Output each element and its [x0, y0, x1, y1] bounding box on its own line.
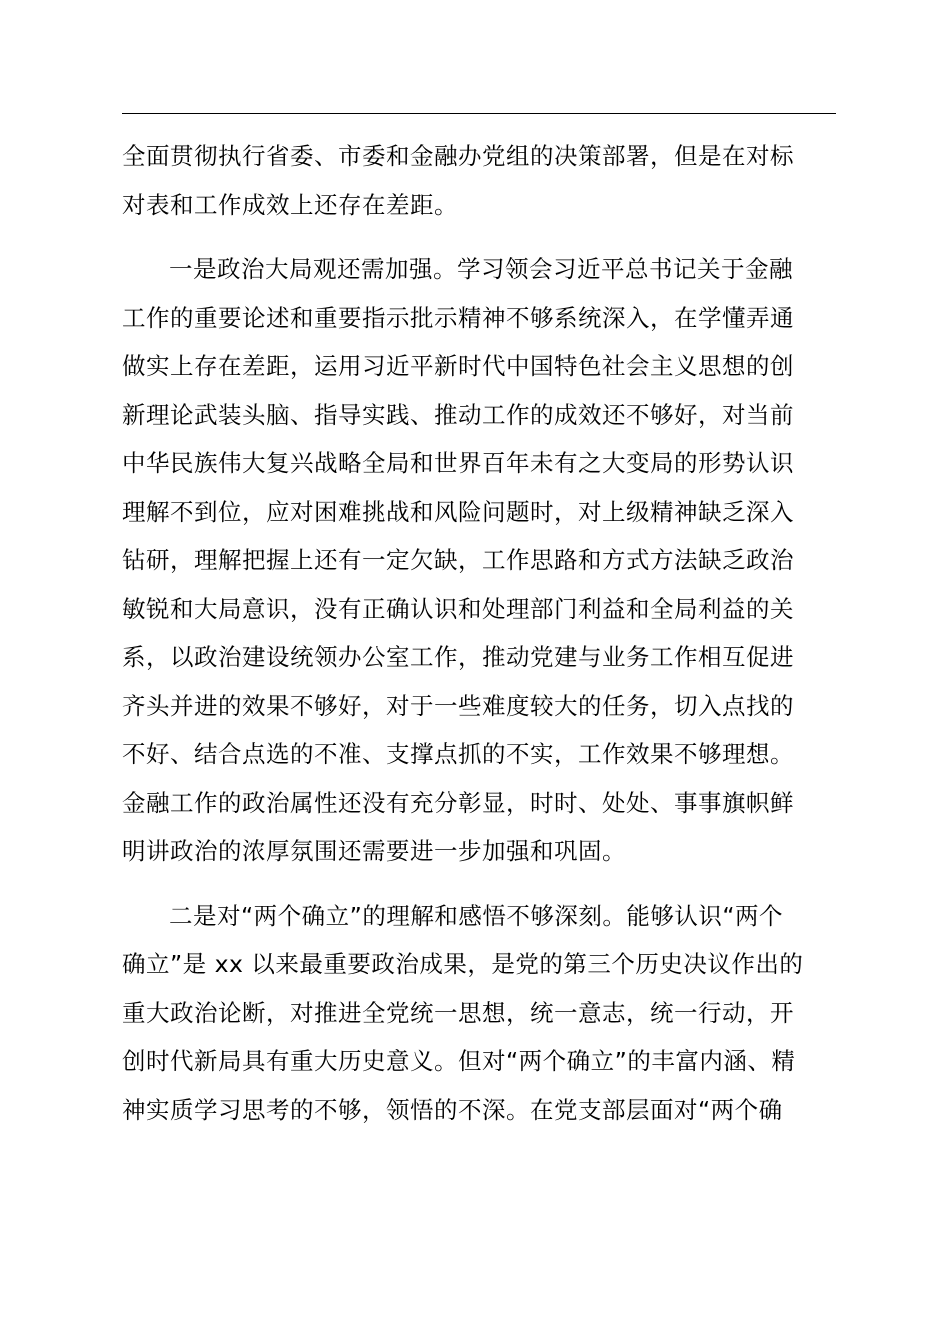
text-line: 新理论武装头脑、指导实践、推动工作的成效还不够好，对当前: [122, 400, 794, 429]
text-line: 对表和工作成效上还存在差距。: [122, 190, 458, 219]
text-line: 神实质学习思考的不够，领悟的不深。在党支部层面对“两个确: [122, 1095, 783, 1124]
text-line: 不好、结合点选的不准、支撑点抓的不实，工作效果不够理想。: [122, 740, 794, 768]
header-rule: [122, 113, 836, 114]
paragraph-1: [122, 132, 836, 229]
text-line: 创时代新局具有重大历史意义。但对“两个确立”的丰富内涵、精: [122, 1047, 796, 1075]
text-line: 一是政治大局观还需加强。学习领会习近平总书记关于金融: [169, 255, 793, 283]
text-line: 敏锐和大局意识，没有正确认识和处理部门利益和全局利益的关: [122, 594, 794, 623]
text-line: 中华民族伟大复兴战略全局和世界百年未有之大变局的形势认识: [122, 449, 794, 477]
text-line: 全面贯彻执行省委、市委和金融办党组的决策部署，但是在对标: [122, 142, 794, 170]
text-line: 金融工作的政治属性还没有充分彰显，时时、处处、事事旗帜鲜: [122, 788, 794, 817]
text-line: 齐头并进的效果不够好，对于一些难度较大的任务，切入点找的: [122, 691, 794, 720]
text-line: 二是对“两个确立”的理解和感悟不够深刻。能够认识“两个: [169, 901, 784, 930]
text-line: 确立”是 xx 以来最重要政治成果，是党的第三个历史决议作出的: [122, 950, 804, 978]
text-line: 工作的重要论述和重要指示批示精神不够系统深入，在学懂弄通: [122, 303, 794, 332]
text-line: 钻研，理解把握上还有一定欠缺，工作思路和方式方法缺乏政治: [122, 546, 794, 574]
text-line: 理解不到位，应对困难挑战和风险问题时，对上级精神缺乏深入: [122, 497, 794, 526]
paragraph-2: [122, 245, 836, 876]
paragraph-3: [122, 892, 836, 1135]
text-line: 明讲政治的浓厚氛围还需要进一步加强和巩固。: [122, 837, 626, 865]
document-body: [122, 132, 836, 1134]
text-line: 做实上存在差距，运用习近平新时代中国特色社会主义思想的创: [122, 352, 794, 380]
text-line: 重大政治论断，对推进全党统一思想，统一意志，统一行动，开: [122, 998, 794, 1027]
text-line: 系，以政治建设统领办公室工作，推动党建与业务工作相互促进: [122, 643, 794, 671]
